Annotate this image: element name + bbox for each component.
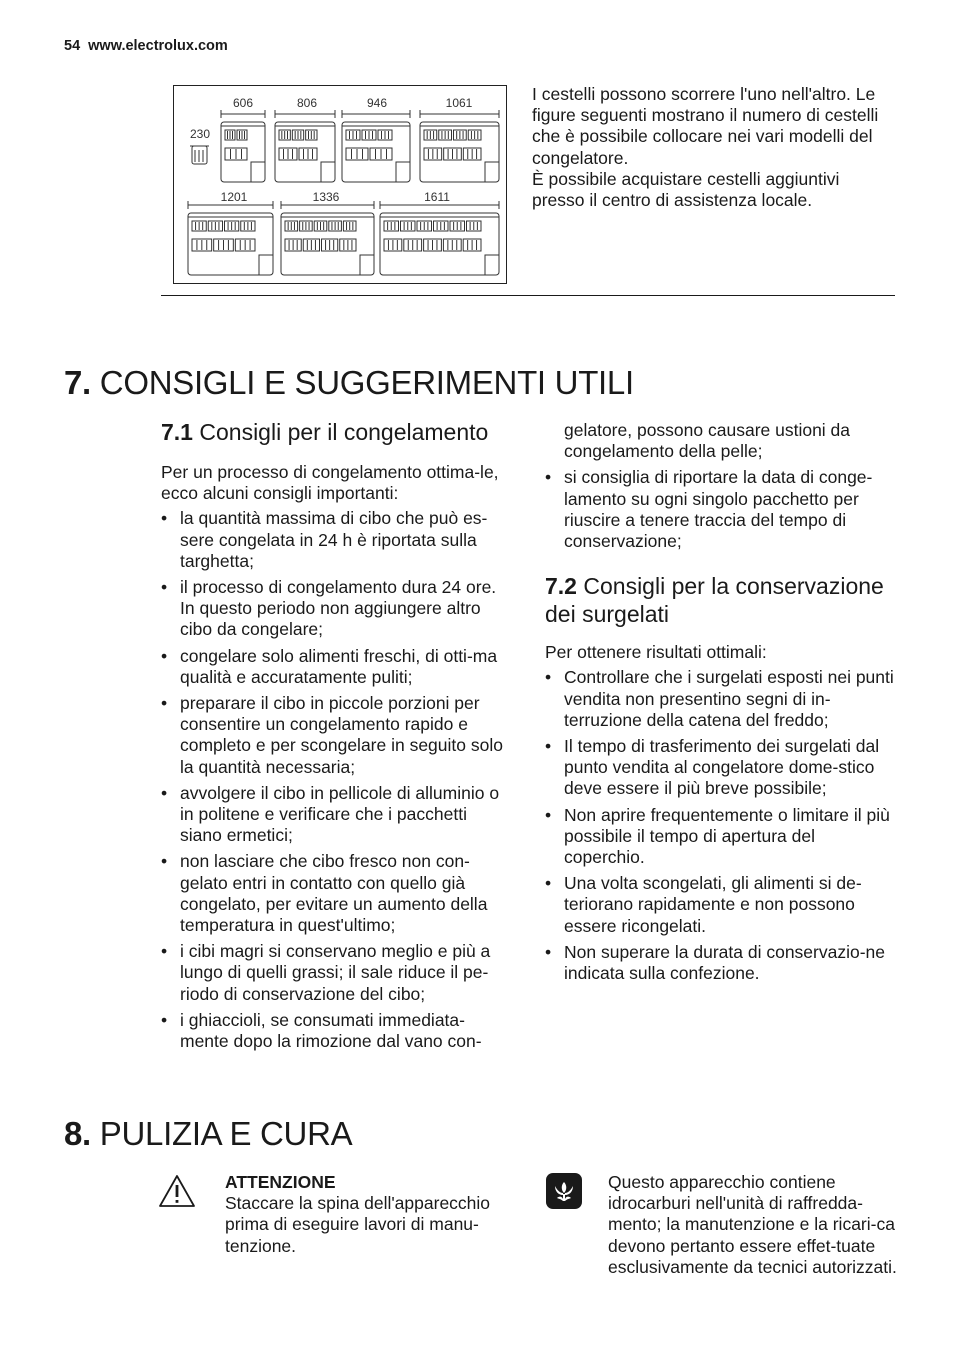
list-item: • preparare il cibo in piccole porzioni per consentire un congelamento rapido e completo e per scongelare in seguito solo la quantità necessaria; <box>161 693 513 778</box>
list-item: • avvolgere il cibo in pellicole di alluminio o in politene e verificare che i pacchetti siano ermetici; <box>161 783 513 847</box>
list-item: • il processo di congelamento dura 24 ore. In questo periodo non aggiungere altro cibo da congelare; <box>161 577 513 641</box>
intro-paragraph-1: I cestelli possono scorrere l'uno nell'altro. Le figure seguenti mostrano il numero di cestelli che è possibile collocare nei vari modelli del congelatore. <box>532 84 879 168</box>
column-right <box>545 420 897 989</box>
basket-intro <box>532 84 894 211</box>
list-item: • Il tempo di trasferimento dei surgelati dal punto vendita al congelatore dome-stico deve essere il più breve possibile; <box>545 736 897 800</box>
basket-figure <box>173 85 507 284</box>
environment-text: Questo apparecchio contiene idrocarburi nell'unità di raffredda-mento; la manutenzione e la ricari-ca devono pertanto essere effet-tuate esclusivamente da tecnici autorizzati. <box>608 1172 897 1277</box>
list-item: • Non aprire frequentemente o limitare il più possibile il tempo di apertura del coperchio. <box>545 805 897 869</box>
site-url: www.electrolux.com <box>88 38 228 54</box>
label-1201: 1201 <box>220 190 248 204</box>
list-item: • non lasciare che cibo fresco non con-gelato entri in contatto con quello già congelato, per evitare un aumento della temperatura in quest'ultimo; <box>161 851 513 936</box>
freezing-tips-list-continued <box>545 467 897 552</box>
label-1061: 1061 <box>445 96 473 110</box>
basket-diagram <box>174 86 508 285</box>
label-946: 946 <box>366 96 388 110</box>
column-left <box>161 418 513 1057</box>
storage-tips-list <box>545 667 897 984</box>
warning-block <box>225 1172 520 1257</box>
list-item: • i ghiaccioli, se consumati immediata-mente dopo la rimozione dal vano con- <box>161 1010 513 1052</box>
section-8-title: 8. PULIZIA E CURA <box>64 1115 353 1152</box>
environment-flower-icon <box>545 1172 583 1215</box>
list-item: • Una volta scongelati, gli alimenti si de-teriorano rapidamente e non possono essere ricongelati. <box>545 873 897 937</box>
warning-text: Staccare la spina dell'apparecchio prima di eseguire lavori di manu-tenzione. <box>225 1193 491 1256</box>
label-1611: 1611 <box>424 190 450 204</box>
section-7-title: 7. CONSIGLI E SUGGERIMENTI UTILI <box>64 364 634 401</box>
list-item: • Controllare che i surgelati esposti nei punti vendita non presentino segni di in-terruzione della catena del freddo; <box>545 667 897 731</box>
label-230: 230 <box>189 127 211 141</box>
section-7-2-title: 7.2 Consigli per la conservazione dei surgelati <box>545 573 884 628</box>
label-606: 606 <box>232 96 254 110</box>
list-item: • Non superare la durata di conservazio-ne indicata sulla confezione. <box>545 942 897 984</box>
label-1336: 1336 <box>312 190 340 204</box>
warning-triangle-icon <box>158 1173 196 1214</box>
list-item: • la quantità massima di cibo che può es-sere congelata in 24 h è riportata sulla targhetta; <box>161 508 513 572</box>
divider <box>161 295 895 296</box>
label-806: 806 <box>296 96 318 110</box>
list-item: • si consiglia di riportare la data di conge-lamento su ogni singolo pacchetto per riuscire a tenere traccia del tempo di conservazione; <box>545 467 897 552</box>
freezing-tips-list <box>161 508 513 1052</box>
page-header <box>64 38 228 54</box>
page-number: 54 <box>64 38 81 54</box>
warning-title: ATTENZIONE <box>225 1172 336 1192</box>
list-item: • congelare solo alimenti freschi, di otti-ma qualità e accuratamente puliti; <box>161 646 513 688</box>
list-item: • i cibi magri si conservano meglio e più a lungo di quelli grassi; il sale riduce il pe-riodo di conservazione del cibo; <box>161 941 513 1005</box>
intro-paragraph-2: È possibile acquistare cestelli aggiuntivi presso il centro di assistenza locale. <box>532 168 840 211</box>
section-7-1-title: 7.1 Consigli per il congelamento <box>161 419 489 445</box>
environment-block <box>608 1172 898 1278</box>
section-7-2-intro: Per ottenere risultati ottimali: <box>545 642 767 663</box>
section-7-1-intro: Per un processo di congelamento ottima-le, ecco alcuni consigli importanti: <box>161 462 499 504</box>
list-item-continuation: gelatore, possono causare ustioni da congelamento della pelle; <box>564 420 851 462</box>
